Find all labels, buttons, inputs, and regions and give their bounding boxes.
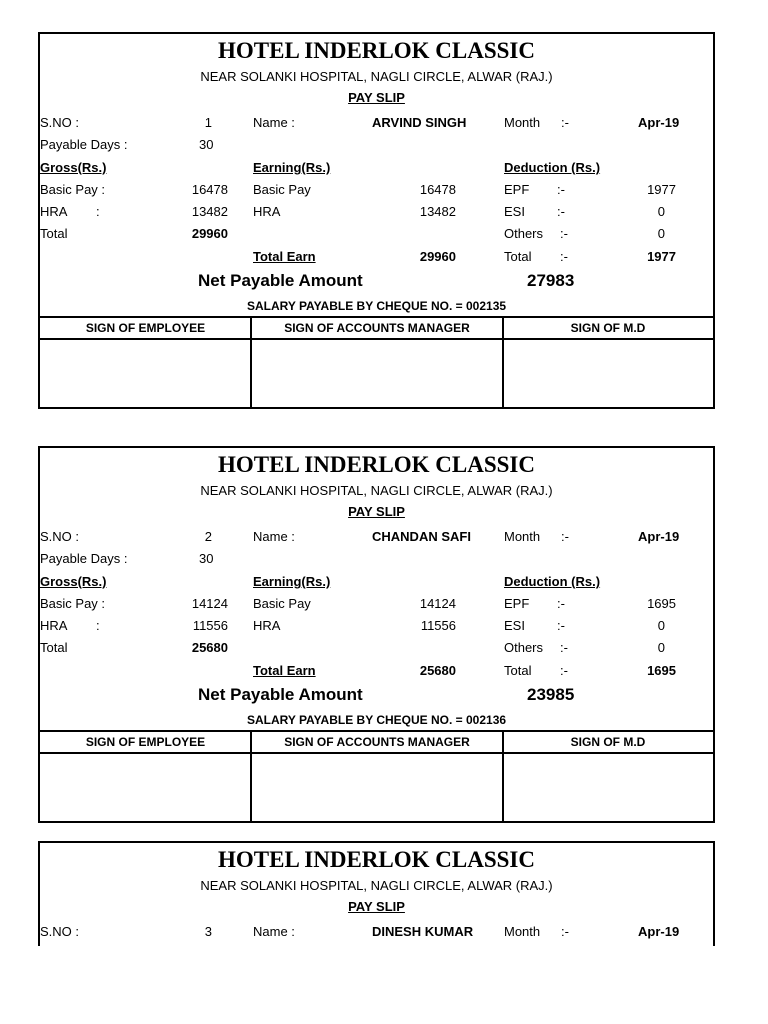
sign-accounts-header: SIGN OF ACCOUNTS MANAGER: [251, 318, 503, 340]
sign-md-header: SIGN OF M.D: [503, 318, 713, 340]
sign-employee-box: [40, 754, 251, 823]
gross-basic-value: 16478: [191, 182, 228, 197]
company-name: HOTEL INDERLOK CLASSIC: [218, 452, 535, 477]
ded-total-sep: :-: [560, 663, 568, 678]
gross-hra-colon: :: [96, 204, 100, 219]
payable-days-value: 30: [199, 551, 214, 566]
others-label: Others: [504, 226, 544, 241]
name-label: Name :: [253, 529, 295, 544]
deduction-heading: Deduction (Rs.): [504, 160, 601, 175]
sno-value: 3: [204, 924, 212, 939]
sign-employee-box: [40, 340, 251, 409]
others-value: 0: [657, 226, 665, 241]
divider: [250, 732, 252, 823]
month-value: Apr-19: [638, 529, 680, 544]
ded-total-label: Total: [504, 663, 532, 678]
earn-basic-label: Basic Pay: [253, 182, 311, 197]
esi-value: 0: [657, 618, 665, 633]
sign-employee-header: SIGN OF EMPLOYEE: [40, 732, 251, 754]
cheque-line: SALARY PAYABLE BY CHEQUE NO. = 002135: [246, 299, 507, 313]
company-name: HOTEL INDERLOK CLASSIC: [218, 38, 535, 63]
gross-hra-value: 11556: [192, 618, 228, 633]
earn-hra-value: 11556: [420, 618, 456, 633]
month-sep: :-: [561, 529, 569, 544]
month-label: Month: [504, 529, 541, 544]
month-value: Apr-19: [638, 115, 680, 130]
employee-name: ARVIND SINGH: [372, 115, 467, 130]
total-earn-value: 25680: [419, 663, 456, 678]
epf-label: EPF: [504, 182, 530, 197]
gross-hra-label: HRA: [40, 204, 68, 219]
epf-value: 1695: [647, 596, 676, 611]
month-label: Month: [504, 115, 541, 130]
signature-table: [38, 316, 715, 409]
total-earn-label: Total Earn: [253, 663, 316, 678]
gross-hra-label: HRA: [40, 618, 68, 633]
sno-value: 1: [204, 115, 212, 130]
deduction-heading: Deduction (Rs.): [504, 574, 601, 589]
net-payable-label: Net Payable Amount: [198, 685, 363, 704]
sign-accounts-box: [251, 754, 503, 823]
esi-sep: :-: [557, 204, 565, 219]
others-sep: :-: [560, 226, 568, 241]
employee-name: DINESH KUMAR: [372, 924, 474, 939]
ded-total-sep: :-: [560, 249, 568, 264]
company-name: HOTEL INDERLOK CLASSIC: [218, 847, 535, 872]
divider: [502, 318, 504, 409]
month-sep: :-: [561, 115, 569, 130]
epf-value: 1977: [647, 182, 676, 197]
sign-md-box: [503, 754, 713, 823]
earn-basic-value: 16478: [419, 182, 456, 197]
gross-total-label: Total: [40, 640, 68, 655]
earn-hra-value: 13482: [419, 204, 456, 219]
payable-days-label: Payable Days :: [40, 551, 128, 566]
esi-sep: :-: [557, 618, 565, 633]
esi-label: ESI: [504, 618, 525, 633]
epf-label: EPF: [504, 596, 530, 611]
gross-hra-value: 13482: [191, 204, 228, 219]
sno-label: S.NO :: [40, 924, 80, 939]
gross-hra-colon: :: [96, 618, 100, 633]
esi-label: ESI: [504, 204, 525, 219]
epf-sep: :-: [557, 182, 565, 197]
company-address: NEAR SOLANKI HOSPITAL, NAGLI CIRCLE, ALWAR (RAJ.): [200, 878, 553, 893]
name-label: Name :: [253, 924, 295, 939]
total-earn-value: 29960: [419, 249, 456, 264]
divider: [502, 732, 504, 823]
sno-value: 2: [204, 529, 212, 544]
gross-basic-value: 14124: [191, 596, 228, 611]
name-label: Name :: [253, 115, 295, 130]
month-value: Apr-19: [638, 924, 680, 939]
others-label: Others: [504, 640, 544, 655]
pay-slip-title: PAY SLIP: [348, 899, 405, 914]
employee-name: CHANDAN SAFI: [372, 529, 471, 544]
sign-md-box: [503, 340, 713, 409]
sign-accounts-box: [251, 340, 503, 409]
pay-slip-title: PAY SLIP: [348, 90, 405, 105]
payable-days-value: 30: [199, 137, 214, 152]
divider: [250, 318, 252, 409]
sign-accounts-header: SIGN OF ACCOUNTS MANAGER: [251, 732, 503, 754]
earning-heading: Earning(Rs.): [253, 574, 331, 589]
epf-sep: :-: [557, 596, 565, 611]
gross-basic-label: Basic Pay :: [40, 596, 106, 611]
others-sep: :-: [560, 640, 568, 655]
earn-basic-label: Basic Pay: [253, 596, 311, 611]
earn-basic-value: 14124: [419, 596, 456, 611]
payable-days-label: Payable Days :: [40, 137, 128, 152]
pay-slip-1: [38, 32, 715, 409]
total-earn-label: Total Earn: [253, 249, 316, 264]
cheque-line: SALARY PAYABLE BY CHEQUE NO. = 002136: [246, 713, 507, 727]
gross-total-value: 25680: [191, 640, 228, 655]
net-payable-amount: 27983: [527, 271, 575, 290]
earn-hra-label: HRA: [253, 204, 281, 219]
signature-table: [38, 730, 715, 823]
pay-slip-title: PAY SLIP: [348, 504, 405, 519]
net-payable-amount: 23985: [527, 685, 575, 704]
gross-heading: Gross(Rs.): [40, 574, 107, 589]
gross-total-value: 29960: [191, 226, 228, 241]
sign-md-header: SIGN OF M.D: [503, 732, 713, 754]
net-payable-label: Net Payable Amount: [198, 271, 363, 290]
ded-total-label: Total: [504, 249, 532, 264]
sno-label: S.NO :: [40, 115, 80, 130]
gross-basic-label: Basic Pay :: [40, 182, 106, 197]
sno-label: S.NO :: [40, 529, 80, 544]
company-address: NEAR SOLANKI HOSPITAL, NAGLI CIRCLE, ALWAR (RAJ.): [200, 69, 553, 84]
gross-heading: Gross(Rs.): [40, 160, 107, 175]
pay-slip-2: [38, 446, 715, 823]
earning-heading: Earning(Rs.): [253, 160, 331, 175]
esi-value: 0: [657, 204, 665, 219]
company-address: NEAR SOLANKI HOSPITAL, NAGLI CIRCLE, ALWAR (RAJ.): [200, 483, 553, 498]
pay-slip-3: [38, 841, 715, 946]
sign-employee-header: SIGN OF EMPLOYEE: [40, 318, 251, 340]
ded-total-value: 1977: [647, 249, 676, 264]
ded-total-value: 1695: [647, 663, 676, 678]
month-label: Month: [504, 924, 541, 939]
earn-hra-label: HRA: [253, 618, 281, 633]
gross-total-label: Total: [40, 226, 68, 241]
month-sep: :-: [561, 924, 569, 939]
others-value: 0: [657, 640, 665, 655]
